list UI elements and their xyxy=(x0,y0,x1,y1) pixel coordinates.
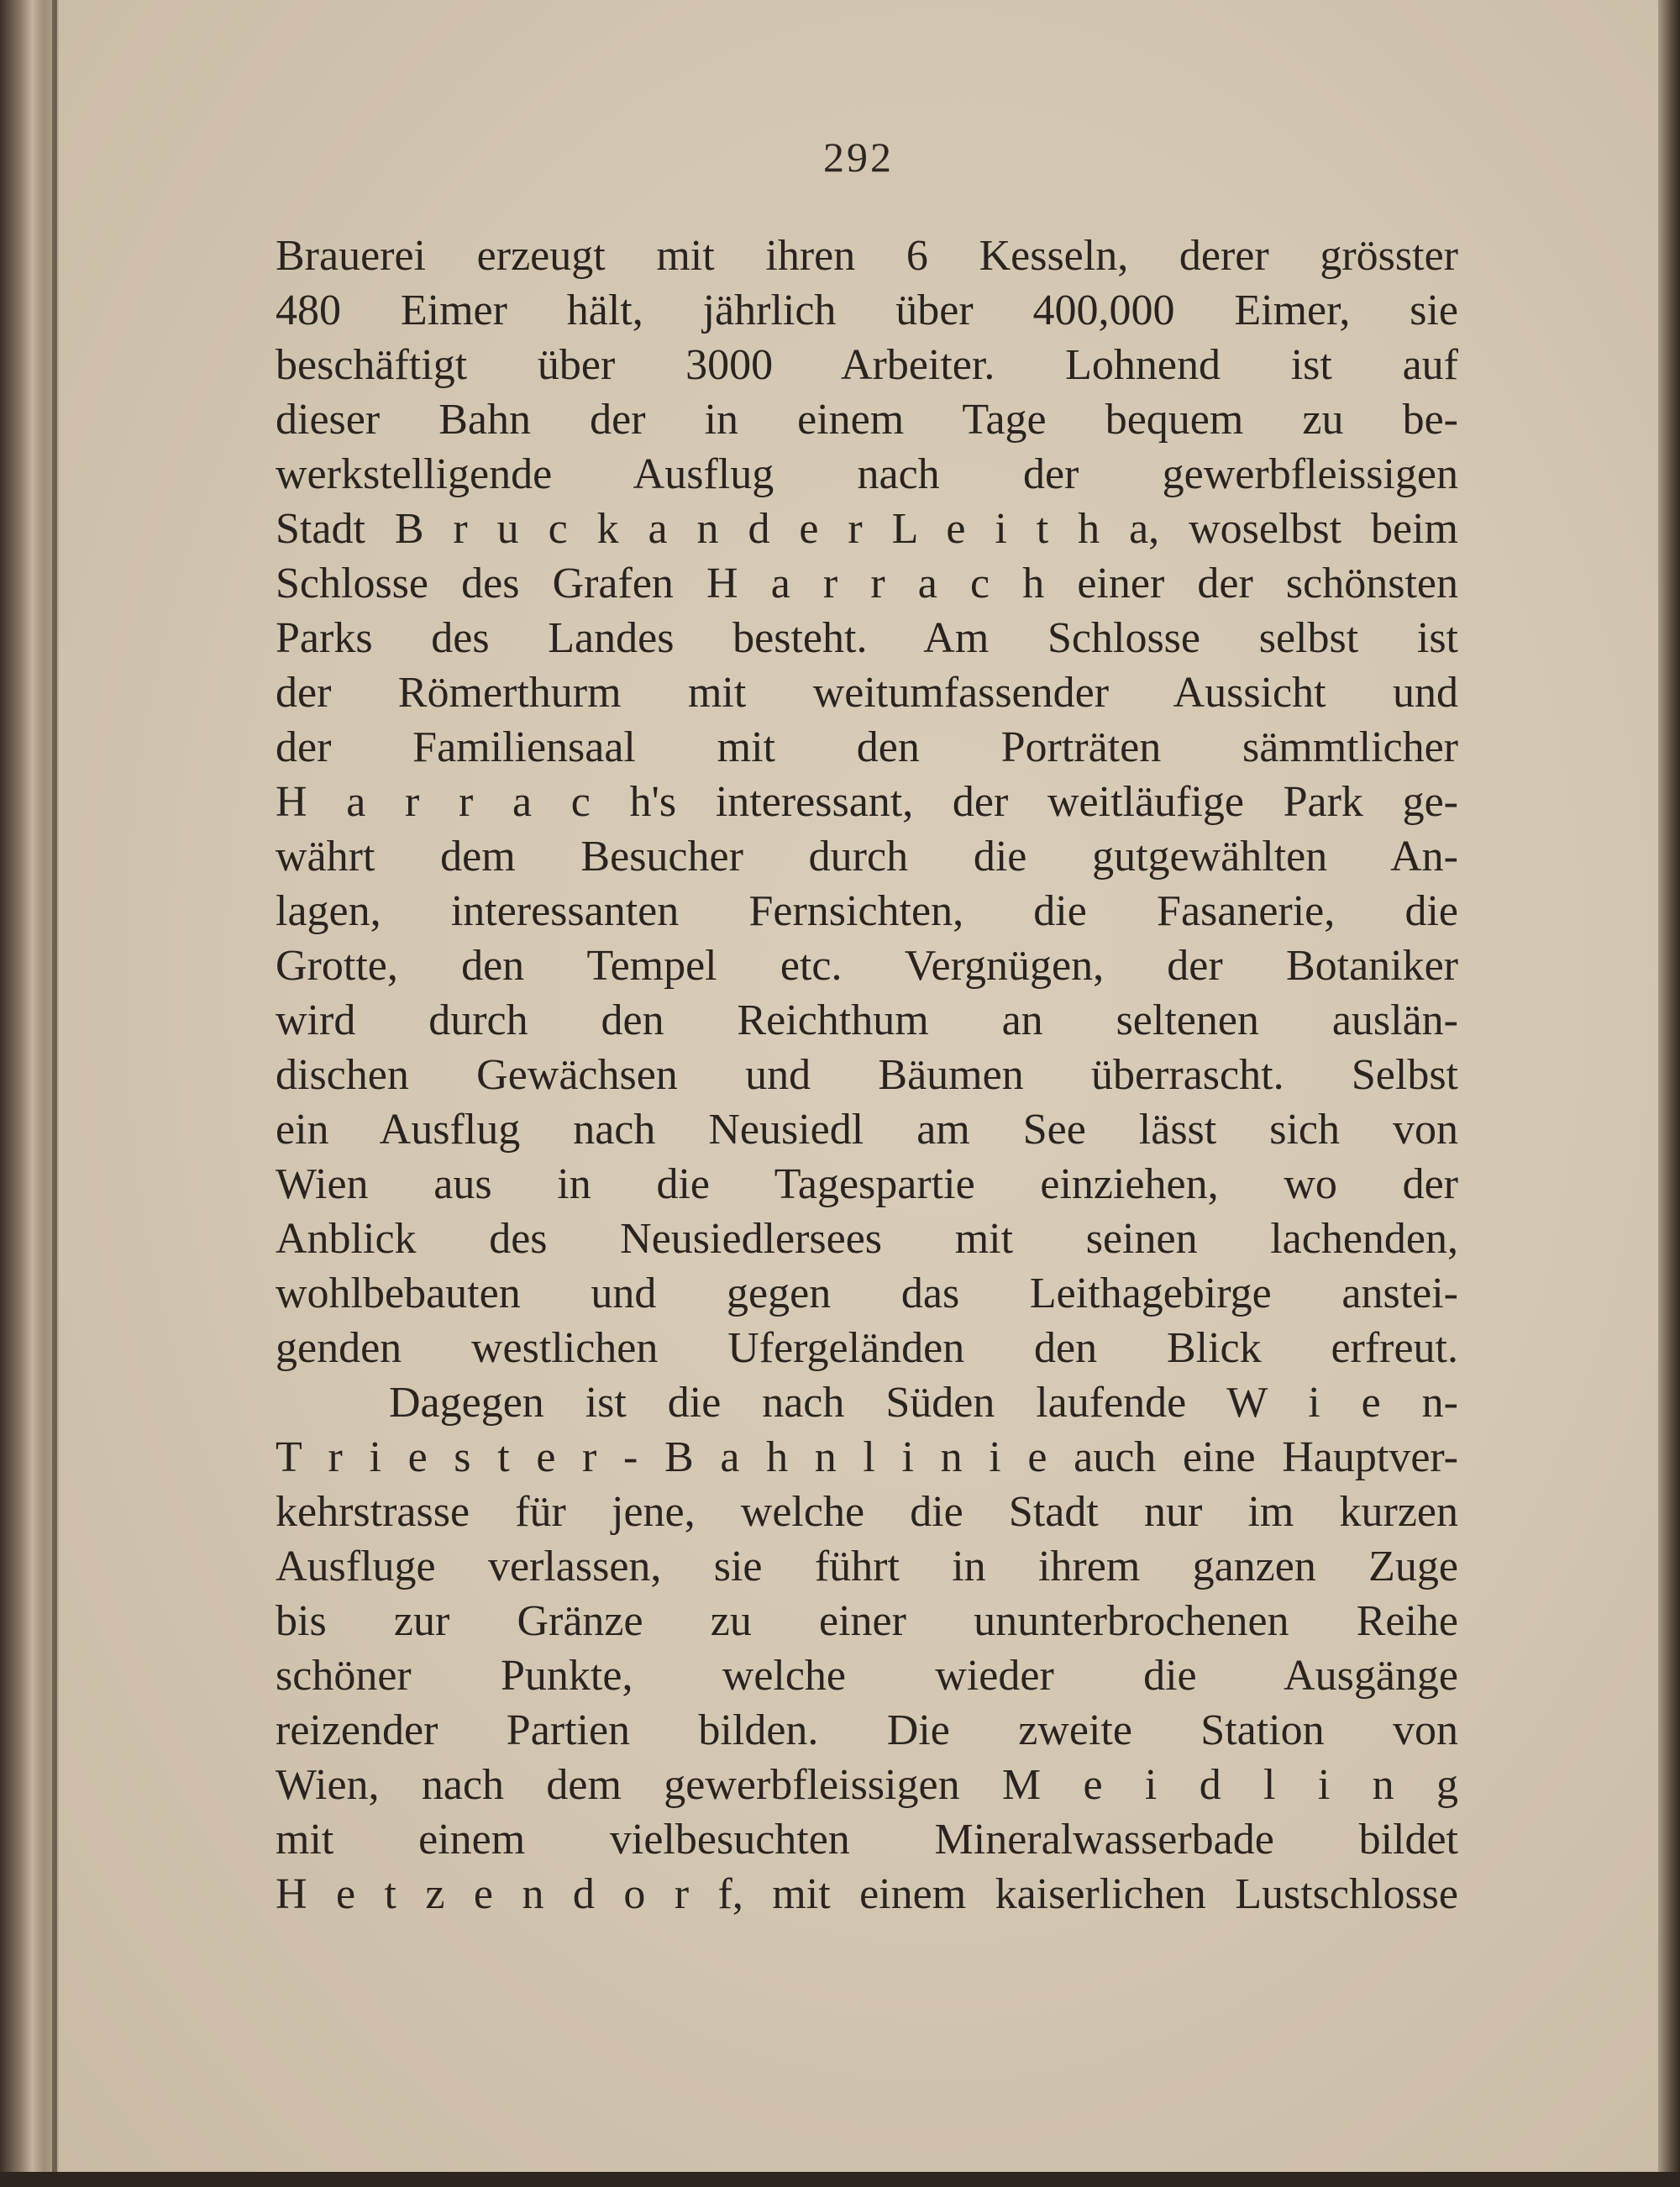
text-line: reizender Partien bilden. Die zweite Station von xyxy=(276,1706,1458,1754)
text-line: mit einem vielbesuchten Mineralwasserbade bildet xyxy=(276,1816,1458,1864)
text-line: beschäftigt über 3000 Arbeiter. Lohnend ist auf xyxy=(276,341,1458,389)
book-page xyxy=(59,0,1658,2172)
text-line: kehrstrasse für jene, welche die Stadt nur im kurzen xyxy=(276,1488,1458,1536)
text-line: dieser Bahn der in einem Tage bequem zu be- xyxy=(276,396,1458,444)
text-line: Schlosse des Grafen H a r r a c h einer der schönsten xyxy=(276,560,1458,607)
text-line: ein Ausflug nach Neusiedl am See lässt sich von xyxy=(276,1106,1458,1154)
text-line: werkstelligende Ausflug nach der gewerbfleissigen xyxy=(276,450,1458,498)
page-bottom-edge xyxy=(0,2172,1680,2187)
text-line-paragraph-start: Dagegen ist die nach Süden laufende W i e n- xyxy=(389,1379,1458,1427)
binding-edge xyxy=(52,0,57,2187)
text-line: der Familiensaal mit den Porträten sämmtlicher xyxy=(276,723,1458,771)
book-spine-shadow xyxy=(0,0,59,2187)
text-line: Brauerei erzeugt mit ihren 6 Kesseln, derer grösster xyxy=(276,232,1458,280)
text-line: 480 Eimer hält, jährlich über 400,000 Eimer, sie xyxy=(276,287,1458,334)
body-text xyxy=(276,229,1458,1922)
text-line: Ausfluge verlassen, sie führt in ihrem ganzen Zuge xyxy=(276,1543,1458,1590)
text-line: währt dem Besucher durch die gutgewählten An- xyxy=(276,833,1458,881)
text-line: T r i e s t e r - B a h n l i n i e auch eine Hauptver- xyxy=(276,1433,1458,1481)
text-line: Anblick des Neusiedlersees mit seinen lachenden, xyxy=(276,1215,1458,1263)
text-line: lagen, interessanten Fernsichten, die Fasanerie, die xyxy=(276,887,1458,935)
page-number: 292 xyxy=(823,134,894,181)
text-line: der Römerthurm mit weitumfassender Aussicht und xyxy=(276,669,1458,717)
text-line: Stadt B r u c k a n d e r L e i t h a, woselbst beim xyxy=(276,505,1458,553)
text-line: wohlbebauten und gegen das Leithagebirge anstei- xyxy=(276,1270,1458,1317)
text-line: Wien aus in die Tagespartie einziehen, wo der xyxy=(276,1160,1458,1208)
text-line: dischen Gewächsen und Bäumen überrascht. Selbst xyxy=(276,1051,1458,1099)
text-line: H e t z e n d o r f, mit einem kaiserlichen Lustschlosse xyxy=(276,1870,1458,1918)
text-line: bis zur Gränze zu einer ununterbrochenen Reihe xyxy=(276,1597,1458,1645)
text-line: H a r r a c h's interessant, der weitläufige Park ge- xyxy=(276,778,1458,826)
text-line: schöner Punkte, welche wieder die Ausgänge xyxy=(276,1652,1458,1700)
text-line: wird durch den Reichthum an seltenen auslän- xyxy=(276,996,1458,1044)
text-line-paragraph-end: genden westlichen Ufergeländen den Blick erfreut. xyxy=(276,1324,1458,1372)
page-right-edge xyxy=(1658,0,1680,2187)
text-line: Parks des Landes besteht. Am Schlosse selbst ist xyxy=(276,614,1458,662)
text-line: Grotte, den Tempel etc. Vergnügen, der Botaniker xyxy=(276,942,1458,990)
text-line: Wien, nach dem gewerbfleissigen M e i d l i n g xyxy=(276,1761,1458,1809)
